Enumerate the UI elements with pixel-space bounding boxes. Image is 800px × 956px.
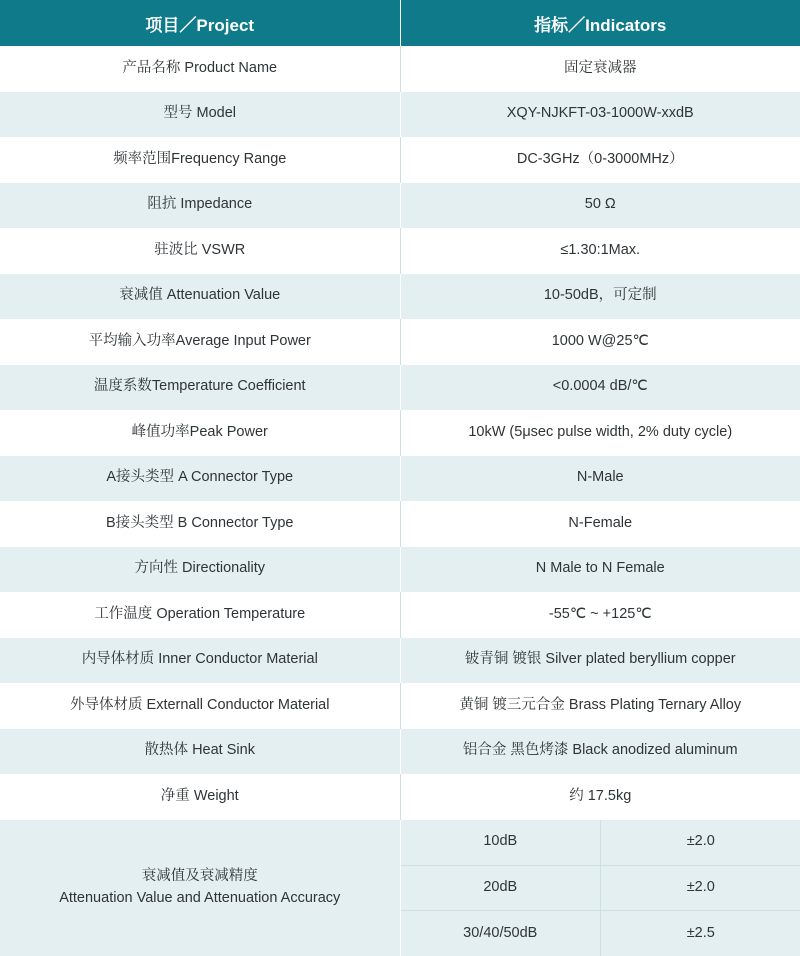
cell-project: 外导体材质 Externall Conductor Material (0, 683, 400, 729)
table-row (0, 137, 800, 183)
accuracy-value: 20dB (401, 865, 601, 911)
cell-project: 方向性 Directionality (0, 547, 400, 593)
cell-indicator: 固定衰减器 (400, 46, 800, 92)
accuracy-tolerance: ±2.0 (601, 865, 800, 911)
cell-indicator: DC-3GHz（0-3000MHz） (400, 137, 800, 183)
accuracy-row (401, 820, 800, 866)
attenuation-accuracy-label-en: Attenuation Value and Attenuation Accuracy (10, 889, 390, 909)
table-row (0, 46, 800, 92)
cell-attenuation-accuracy-values (400, 820, 800, 956)
table-row (0, 92, 800, 138)
cell-project: B接头类型 B Connector Type (0, 501, 400, 547)
cell-project: 工作温度 Operation Temperature (0, 592, 400, 638)
attenuation-accuracy-row (0, 820, 800, 956)
cell-project: 产品名称 Product Name (0, 46, 400, 92)
cell-indicator: 约 17.5kg (400, 774, 800, 820)
accuracy-value: 30/40/50dB (401, 911, 601, 956)
cell-indicator: 铍青铜 镀银 Silver plated beryllium copper (400, 638, 800, 684)
cell-project: 频率范围Frequency Range (0, 137, 400, 183)
table-row (0, 456, 800, 502)
cell-indicator: 铝合金 黑色烤漆 Black anodized aluminum (400, 729, 800, 775)
table-row (0, 774, 800, 820)
cell-indicator: 10kW (5μsec pulse width, 2% duty cycle) (400, 410, 800, 456)
cell-indicator: <0.0004 dB/℃ (400, 365, 800, 411)
table-row (0, 183, 800, 229)
cell-project: 内导体材质 Inner Conductor Material (0, 638, 400, 684)
cell-project: 温度系数Temperature Coefficient (0, 365, 400, 411)
cell-indicator: 50 Ω (400, 183, 800, 229)
table-row (0, 683, 800, 729)
table-row (0, 638, 800, 684)
accuracy-tolerance: ±2.5 (601, 911, 800, 956)
accuracy-row (401, 865, 800, 911)
table-row (0, 228, 800, 274)
cell-project: A接头类型 A Connector Type (0, 456, 400, 502)
table-row (0, 274, 800, 320)
column-header-indicators: 指标／Indicators (400, 0, 800, 46)
table-row (0, 410, 800, 456)
table-row (0, 501, 800, 547)
cell-project: 平均输入功率Average Input Power (0, 319, 400, 365)
cell-project: 散热体 Heat Sink (0, 729, 400, 775)
cell-indicator: -55℃ ~ +125℃ (400, 592, 800, 638)
table-row (0, 547, 800, 593)
attenuation-accuracy-subtable (401, 820, 800, 956)
cell-project: 驻波比 VSWR (0, 228, 400, 274)
cell-project: 峰值功率Peak Power (0, 410, 400, 456)
cell-indicator: 10-50dB，可定制 (400, 274, 800, 320)
cell-project: 衰减值 Attenuation Value (0, 274, 400, 320)
cell-project: 阻抗 Impedance (0, 183, 400, 229)
table-header (0, 0, 800, 46)
cell-indicator: N-Male (400, 456, 800, 502)
column-header-project: 项目／Project (0, 0, 400, 46)
cell-indicator: ≤1.30:1Max. (400, 228, 800, 274)
cell-indicator: XQY-NJKFT-03-1000W-xxdB (400, 92, 800, 138)
table-row (0, 729, 800, 775)
table-row (0, 319, 800, 365)
header-row (0, 0, 800, 46)
cell-project: 净重 Weight (0, 774, 400, 820)
attenuation-accuracy-label-cn: 衰减值及衰减精度 (10, 867, 390, 887)
cell-indicator: N Male to N Female (400, 547, 800, 593)
accuracy-row (401, 911, 800, 956)
cell-indicator: 黄铜 镀三元合金 Brass Plating Ternary Alloy (400, 683, 800, 729)
accuracy-tolerance: ±2.0 (601, 820, 800, 866)
accuracy-value: 10dB (401, 820, 601, 866)
table-row (0, 365, 800, 411)
cell-project: 型号 Model (0, 92, 400, 138)
cell-attenuation-accuracy-label (0, 820, 400, 956)
cell-indicator: N-Female (400, 501, 800, 547)
table-body (0, 46, 800, 956)
cell-indicator: 1000 W@25℃ (400, 319, 800, 365)
table-row (0, 592, 800, 638)
